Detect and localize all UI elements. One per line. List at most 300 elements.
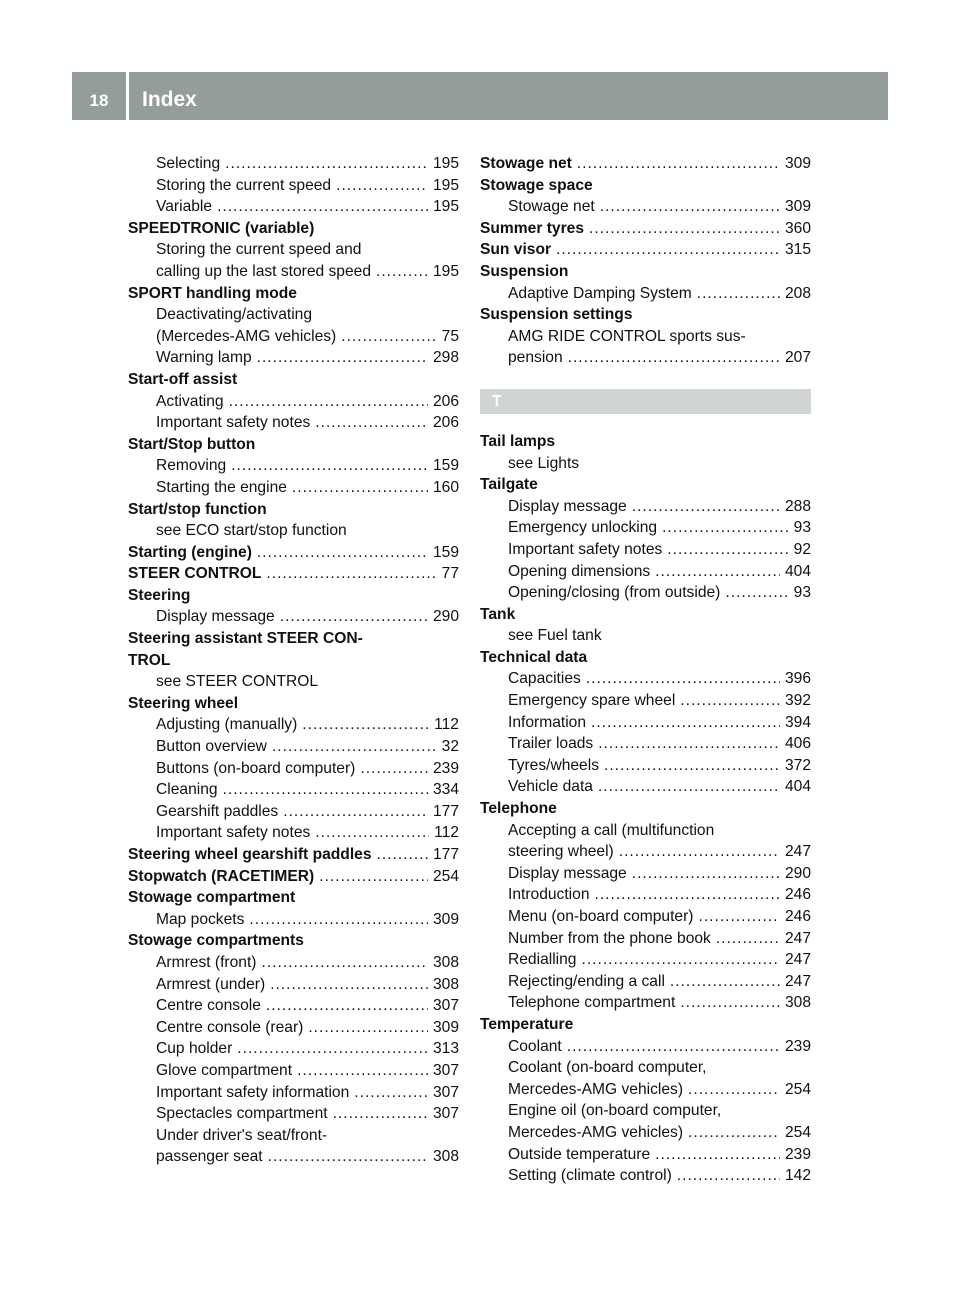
page-reference: 406 (784, 735, 811, 753)
page-reference: 195 (432, 262, 459, 280)
index-subentry (128, 304, 459, 326)
entry-text: Opening/closing (from outside) (508, 584, 721, 602)
index-subentry (128, 261, 459, 283)
dot-leader (688, 1122, 780, 1144)
index-subentry (480, 971, 811, 993)
index-subentry (480, 755, 811, 777)
index-group-t (480, 431, 811, 1187)
entry-text: Technical data (480, 648, 588, 666)
index-subentry (128, 1038, 459, 1060)
index-subentry (128, 1017, 459, 1039)
index-heading (480, 218, 811, 240)
index-heading (128, 866, 459, 888)
entry-text: see ECO start/stop function (156, 522, 347, 540)
dot-leader (315, 412, 428, 434)
index-heading (128, 585, 459, 607)
index-heading (128, 369, 459, 391)
entry-text: Opening dimensions (508, 562, 651, 580)
index-heading (128, 563, 459, 585)
dot-leader (604, 755, 780, 777)
dot-leader (223, 779, 428, 801)
index-subentry (128, 520, 459, 542)
entry-text: Capacities (508, 670, 581, 688)
index-subentry (480, 992, 811, 1014)
entry-text: Display message (156, 608, 275, 626)
entry-text: Tailgate (480, 476, 538, 494)
page-reference: 288 (784, 497, 811, 515)
index-subentry (128, 477, 459, 499)
dot-leader (249, 909, 428, 931)
entry-text: Steering assistant STEER CON- (128, 630, 363, 648)
index-subentry (480, 1057, 811, 1079)
page-reference: 195 (432, 176, 459, 194)
dot-leader (377, 844, 428, 866)
index-subentry (128, 801, 459, 823)
page-reference: 404 (784, 778, 811, 796)
entry-text: Activating (156, 392, 224, 410)
index-column-left (128, 153, 459, 1168)
page-reference: 396 (784, 670, 811, 688)
entry-text: Stowage compartment (128, 889, 296, 907)
index-heading (128, 693, 459, 715)
entry-text: Start/stop function (128, 500, 267, 518)
dot-leader (283, 801, 428, 823)
entry-text: Information (508, 713, 587, 731)
dot-leader (670, 971, 780, 993)
entry-text: Important safety information (156, 1083, 350, 1101)
entry-text: AMG RIDE CONTROL sports sus- (508, 327, 746, 345)
entry-text: Storing the current speed (156, 176, 332, 194)
index-subentry (128, 412, 459, 434)
entry-text: Display message (508, 497, 627, 515)
page-reference: 177 (432, 802, 459, 820)
entry-text: Vehicle data (508, 778, 593, 796)
index-subentry (128, 714, 459, 736)
entry-text: Accepting a call (multifunction (508, 821, 715, 839)
dot-leader (272, 736, 437, 758)
page-reference: 159 (432, 457, 459, 475)
page-reference: 298 (432, 349, 459, 367)
page-reference: 239 (784, 1145, 811, 1163)
entry-text: steering wheel) (508, 843, 614, 861)
page-reference: 360 (784, 219, 811, 237)
index-subentry (128, 196, 459, 218)
index-subentry (128, 822, 459, 844)
entry-text: see Fuel tank (508, 627, 602, 645)
index-subentry (128, 758, 459, 780)
page-reference: 208 (784, 284, 811, 302)
entry-text: Steering (128, 586, 191, 604)
page-reference: 239 (432, 759, 459, 777)
dot-leader (302, 714, 429, 736)
page-reference: 308 (432, 1148, 459, 1166)
page-reference: 206 (432, 414, 459, 432)
index-heading (128, 930, 459, 952)
entry-text: Summer tyres (480, 219, 585, 237)
dot-leader (632, 496, 780, 518)
index-subentry (480, 841, 811, 863)
dot-leader (315, 822, 429, 844)
entry-text: Mercedes-AMG vehicles) (508, 1080, 684, 1098)
dot-leader (341, 326, 436, 348)
index-subentry (480, 1100, 811, 1122)
dot-leader (577, 153, 780, 175)
entry-text: Warning lamp (156, 349, 252, 367)
index-heading (480, 304, 811, 326)
index-heading (128, 283, 459, 305)
index-subentry (128, 347, 459, 369)
dot-leader (231, 455, 428, 477)
index-subentry (480, 1079, 811, 1101)
dot-leader (655, 1144, 780, 1166)
index-heading (480, 1014, 811, 1036)
page-reference: 309 (784, 198, 811, 216)
dot-leader (688, 1079, 780, 1101)
header-divider (126, 72, 129, 120)
entry-text: Under driver's seat/front- (156, 1126, 328, 1144)
entry-text: SPORT handling mode (128, 284, 297, 302)
page-reference: 92 (793, 540, 811, 558)
dot-leader (568, 347, 780, 369)
index-subentry (480, 1036, 811, 1058)
dot-leader (589, 218, 780, 240)
entry-text: Centre console (rear) (156, 1018, 304, 1036)
index-subentry (128, 1082, 459, 1104)
dot-leader (698, 906, 779, 928)
index-subentry (480, 196, 811, 218)
index-subentry (480, 668, 811, 690)
page-number: 18 (89, 91, 109, 110)
entry-text: Temperature (480, 1015, 574, 1033)
entry-text: Steering wheel gearshift paddles (128, 846, 372, 863)
entry-text: Selecting (156, 155, 221, 172)
page-reference: 247 (784, 929, 811, 947)
entry-text: Important safety notes (508, 540, 663, 558)
index-subentry (128, 974, 459, 996)
entry-text: Mercedes-AMG vehicles) (508, 1123, 684, 1141)
index-subentry (480, 453, 811, 475)
dot-leader (257, 542, 428, 564)
page-reference: 177 (432, 846, 459, 863)
index-heading (480, 175, 811, 197)
page-reference: 290 (432, 608, 459, 626)
index-heading (480, 798, 811, 820)
entry-text: Suspension (480, 262, 569, 280)
page-reference: 394 (784, 713, 811, 731)
page-reference: 93 (793, 519, 811, 537)
dot-leader (632, 863, 780, 885)
entry-text: Storing the current speed and (156, 241, 362, 259)
dot-leader (217, 196, 428, 218)
entry-text: Number from the phone book (508, 929, 711, 947)
page-reference: 206 (432, 392, 459, 410)
page-reference: 307 (432, 1105, 459, 1123)
index-subentry (128, 736, 459, 758)
dot-leader (266, 563, 436, 585)
dot-leader (297, 1060, 428, 1082)
index-subentry (480, 283, 811, 305)
index-heading (128, 844, 459, 866)
entry-text: see Lights (508, 454, 580, 472)
page-reference: 392 (784, 692, 811, 710)
entry-text: Trailer loads (508, 735, 594, 753)
entry-text: Adaptive Damping System (508, 284, 692, 302)
page-reference: 309 (784, 155, 811, 172)
index-subentry (128, 175, 459, 197)
page-reference: 254 (432, 867, 459, 885)
index-subentry (128, 1060, 459, 1082)
entry-text: Emergency unlocking (508, 519, 658, 537)
index-subentry (480, 496, 811, 518)
index-subentry (480, 712, 811, 734)
page-reference: 334 (432, 781, 459, 799)
index-subentry (128, 326, 459, 348)
entry-text: Display message (508, 864, 627, 882)
index-subentry (128, 606, 459, 628)
index-column-right (480, 153, 811, 1187)
index-group-s (480, 153, 811, 369)
index-heading (128, 650, 459, 672)
dot-leader (266, 995, 428, 1017)
page-reference: 315 (784, 241, 811, 259)
page-reference: 247 (784, 972, 811, 990)
index-subentry (128, 455, 459, 477)
dot-leader (270, 974, 428, 996)
entry-text: Spectacles compartment (156, 1105, 328, 1123)
entry-text: Tail lamps (480, 432, 556, 450)
dot-leader (333, 1103, 428, 1125)
dot-leader (655, 561, 780, 583)
entry-text: Start/Stop button (128, 435, 256, 453)
index-subentry (480, 561, 811, 583)
entry-text: STEER CONTROL (128, 565, 262, 583)
index-subentry (128, 909, 459, 931)
dot-leader (680, 690, 780, 712)
page-reference: 372 (784, 756, 811, 774)
page-reference: 112 (434, 824, 459, 842)
index-subentry (480, 539, 811, 561)
page-reference: 93 (793, 584, 811, 602)
entry-text: Coolant (508, 1037, 562, 1055)
dot-leader (677, 1165, 780, 1187)
section-title: Index (142, 88, 197, 111)
dot-leader (319, 866, 428, 888)
entry-text: Sun visor (480, 241, 552, 259)
index-subentry (128, 1146, 459, 1168)
page-reference: 254 (784, 1080, 811, 1098)
entry-text: Telephone compartment (508, 994, 676, 1012)
entry-text: Variable (156, 198, 213, 216)
entry-text: Menu (on-board computer) (508, 908, 694, 925)
page-reference: 160 (432, 478, 459, 496)
index-subentry (128, 1125, 459, 1147)
dot-leader (586, 668, 780, 690)
entry-text: Engine oil (on-board computer, (508, 1102, 722, 1120)
entry-text: Buttons (on-board computer) (156, 759, 356, 777)
index-subentry (128, 671, 459, 693)
dot-leader (292, 477, 428, 499)
index-subentry (480, 1144, 811, 1166)
page-reference: 77 (441, 565, 459, 583)
dot-leader (595, 884, 780, 906)
entry-text: Important safety notes (156, 824, 311, 842)
entry-text: Cleaning (156, 781, 218, 799)
index-subentry (480, 690, 811, 712)
entry-text: Stowage net (508, 198, 595, 216)
index-subentry (128, 153, 459, 175)
dot-leader (725, 582, 788, 604)
page-reference: 290 (784, 864, 811, 882)
dot-leader (225, 153, 428, 175)
index-heading (480, 153, 811, 175)
page-reference: 307 (432, 1083, 459, 1101)
index-subentry (480, 347, 811, 369)
entry-text: calling up the last stored speed (156, 262, 371, 280)
dot-leader (591, 712, 780, 734)
index-subentry (128, 952, 459, 974)
entry-text: Tyres/wheels (508, 756, 599, 774)
entry-text: passenger seat (156, 1148, 263, 1166)
entry-text: pension (508, 349, 563, 367)
index-heading (480, 239, 811, 261)
index-subentry (480, 326, 811, 348)
page-reference: 246 (784, 908, 811, 925)
entry-text: SPEEDTRONIC (variable) (128, 219, 315, 237)
entry-text: Introduction (508, 886, 590, 904)
entry-text: Stowage net (480, 155, 572, 172)
entry-text: Suspension settings (480, 306, 633, 324)
dot-leader (697, 283, 780, 305)
index-heading (128, 628, 459, 650)
dot-leader (360, 758, 428, 780)
entry-text: TROL (128, 651, 171, 669)
page-reference: 32 (441, 738, 459, 756)
dot-leader (662, 517, 789, 539)
page-reference: 75 (441, 327, 459, 345)
dot-leader (716, 928, 780, 950)
page-reference: 239 (784, 1037, 811, 1055)
entry-text: Setting (climate control) (508, 1167, 672, 1185)
dot-leader (581, 949, 779, 971)
entry-text: Redialling (508, 951, 577, 969)
entry-text: Armrest (front) (156, 953, 257, 971)
dot-leader (556, 239, 780, 261)
entry-text: Cup holder (156, 1040, 233, 1058)
entry-text: Coolant (on-board computer, (508, 1059, 707, 1077)
index-subentry (480, 776, 811, 798)
dot-leader (268, 1146, 428, 1168)
index-subentry (128, 1103, 459, 1125)
index-subentry (480, 517, 811, 539)
page-reference: 307 (432, 1061, 459, 1079)
dot-leader (336, 175, 428, 197)
page-reference: 207 (784, 349, 811, 367)
dot-leader (680, 992, 780, 1014)
entry-text: Steering wheel (128, 694, 239, 712)
dot-leader (354, 1082, 428, 1104)
section-letter-divider: T (480, 389, 811, 414)
dot-leader (229, 391, 428, 413)
dot-leader (262, 952, 428, 974)
entry-text: Stopwatch (RACETIMER) (128, 867, 315, 885)
index-subentry (128, 779, 459, 801)
index-heading (480, 431, 811, 453)
page-reference: 195 (432, 155, 459, 172)
page-reference: 307 (432, 997, 459, 1015)
entry-text: Stowage compartments (128, 932, 304, 950)
entry-text: Deactivating/activating (156, 306, 313, 324)
page-reference: 246 (784, 886, 811, 904)
dot-leader (667, 539, 788, 561)
page-header (72, 72, 888, 120)
page-reference: 247 (784, 951, 811, 969)
page-reference: 254 (784, 1123, 811, 1141)
entry-text: Centre console (156, 997, 261, 1015)
page-reference: 404 (784, 562, 811, 580)
entry-text: Start-off assist (128, 370, 238, 388)
page-reference: 142 (784, 1167, 811, 1185)
dot-leader (376, 261, 428, 283)
entry-text: Stowage space (480, 176, 593, 194)
dot-leader (598, 733, 780, 755)
page-reference: 309 (432, 910, 459, 928)
entry-text: Map pockets (156, 910, 245, 928)
entry-text: Glove compartment (156, 1061, 293, 1079)
index-subentry (480, 733, 811, 755)
entry-text: Telephone (480, 800, 557, 818)
entry-text: Emergency spare wheel (508, 692, 676, 710)
index-heading (128, 499, 459, 521)
index-subentry (480, 1122, 811, 1144)
index-heading (480, 261, 811, 283)
entry-text: Adjusting (manually) (156, 716, 298, 734)
entry-text: see STEER CONTROL (156, 673, 319, 691)
index-subentry (480, 820, 811, 842)
dot-leader (598, 776, 780, 798)
index-subentry (480, 1165, 811, 1187)
index-subentry (128, 391, 459, 413)
entry-text: Outside temperature (508, 1145, 651, 1163)
index-subentry (480, 582, 811, 604)
index-subentry (480, 906, 811, 928)
page-reference: 112 (434, 716, 459, 734)
index-subentry (480, 949, 811, 971)
entry-text: Button overview (156, 738, 267, 756)
index-subentry (480, 863, 811, 885)
index-heading (128, 887, 459, 909)
index-subentry (480, 625, 811, 647)
entry-text: Starting the engine (156, 478, 287, 496)
page-reference: 247 (784, 843, 811, 861)
page-reference: 195 (432, 198, 459, 216)
page-reference: 159 (432, 543, 459, 561)
entry-text: Gearshift paddles (156, 802, 279, 820)
index-heading (128, 218, 459, 240)
index-subentry (128, 995, 459, 1017)
index-subentry (128, 239, 459, 261)
index-subentry (480, 884, 811, 906)
index-heading (128, 542, 459, 564)
entry-text: Removing (156, 457, 227, 475)
index-heading (480, 647, 811, 669)
index-heading (480, 604, 811, 626)
page-reference: 308 (432, 953, 459, 971)
index-heading (128, 434, 459, 456)
dot-leader (619, 841, 780, 863)
dot-leader (308, 1017, 428, 1039)
entry-text: Tank (480, 605, 516, 623)
page-reference: 308 (432, 975, 459, 993)
